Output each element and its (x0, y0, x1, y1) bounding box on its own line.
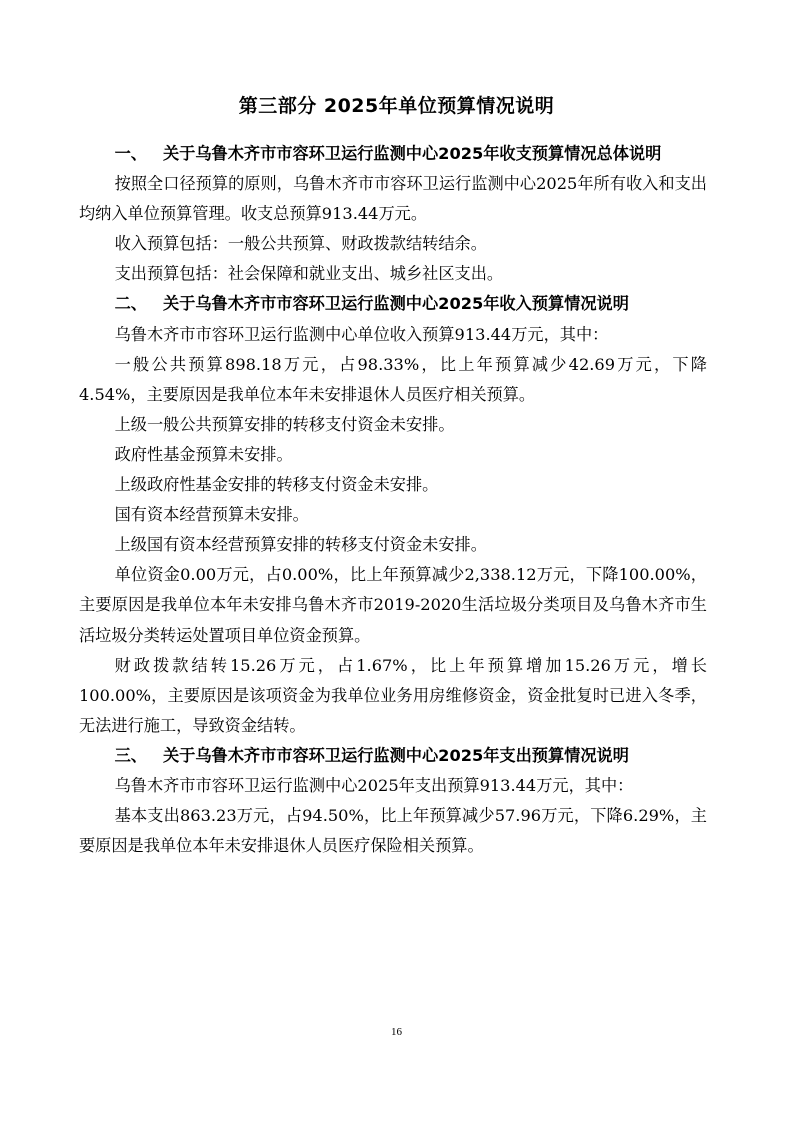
section-heading-text: 关于乌鲁木齐市市容环卫运行监测中心2025年支出预算情况说明 (163, 745, 629, 765)
paragraph: 乌鲁木齐市市容环卫运行监测中心2025年支出预算913.44万元，其中： (114, 775, 634, 795)
section-heading-3 (79, 741, 707, 771)
paragraph: 政府性基金预算未安排。 (114, 444, 293, 464)
document-body (79, 139, 707, 861)
section-number: 三、 (114, 745, 147, 765)
page-number: 16 (391, 1026, 402, 1038)
section-heading-1 (79, 139, 707, 169)
paragraph: 财政拨款结转15.26万元，占1.67%，比上年预算增加15.26万元，增长100.00%，主要原因是该项资金为我单位业务用房维修资金，资金批复时已进入冬季，无法进行施工，导致资金结转。 (79, 655, 707, 735)
paragraph: 收入预算包括：一般公共预算、财政拨款结转结余。 (114, 234, 487, 254)
paragraph: 上级国有资本经营预算安排的转移支付资金未安排。 (114, 535, 487, 555)
section-number: 二、 (114, 294, 147, 314)
paragraph: 按照全口径预算的原则，乌鲁木齐市市容环卫运行监测中心2025年所有收入和支出均纳入单位预算管理。收支总预算913.44万元。 (79, 174, 707, 224)
section-heading-text: 关于乌鲁木齐市市容环卫运行监测中心2025年收入预算情况说明 (163, 294, 629, 314)
paragraph: 国有资本经营预算未安排。 (114, 505, 309, 525)
section-heading-text: 关于乌鲁木齐市市容环卫运行监测中心2025年收支预算情况总体说明 (163, 144, 662, 163)
section-heading-2 (79, 289, 707, 319)
paragraph: 上级一般公共预算安排的转移支付资金未安排。 (114, 414, 455, 434)
paragraph: 乌鲁木齐市市容环卫运行监测中心单位收入预算913.44万元，其中： (114, 324, 609, 344)
paragraph: 一般公共预算898.18万元，占98.33%，比上年预算减少42.69万元，下降4.54%，主要原因是我单位本年未安排退休人员医疗相关预算。 (79, 354, 707, 404)
paragraph: 上级政府性基金安排的转移支付资金未安排。 (114, 475, 439, 495)
paragraph: 单位资金0.00万元，占0.00%，比上年预算减少2,338.12万元，下降100.00%，主要原因是我单位本年未安排乌鲁木齐市2019-2020生活垃圾分类项目及乌鲁木齐市生活垃圾分类转运处置项目单位资金预算。 (79, 565, 707, 645)
page-title: 第三部分 2025年单位预算情况说明 (238, 95, 555, 117)
section-number: 一、 (114, 144, 147, 163)
paragraph: 基本支出863.23万元，占94.50%，比上年预算减少57.96万元，下降6.29%，主要原因是我单位本年未安排退休人员医疗保险相关预算。 (79, 806, 707, 856)
paragraph: 支出预算包括：社会保障和就业支出、城乡社区支出。 (114, 264, 504, 284)
